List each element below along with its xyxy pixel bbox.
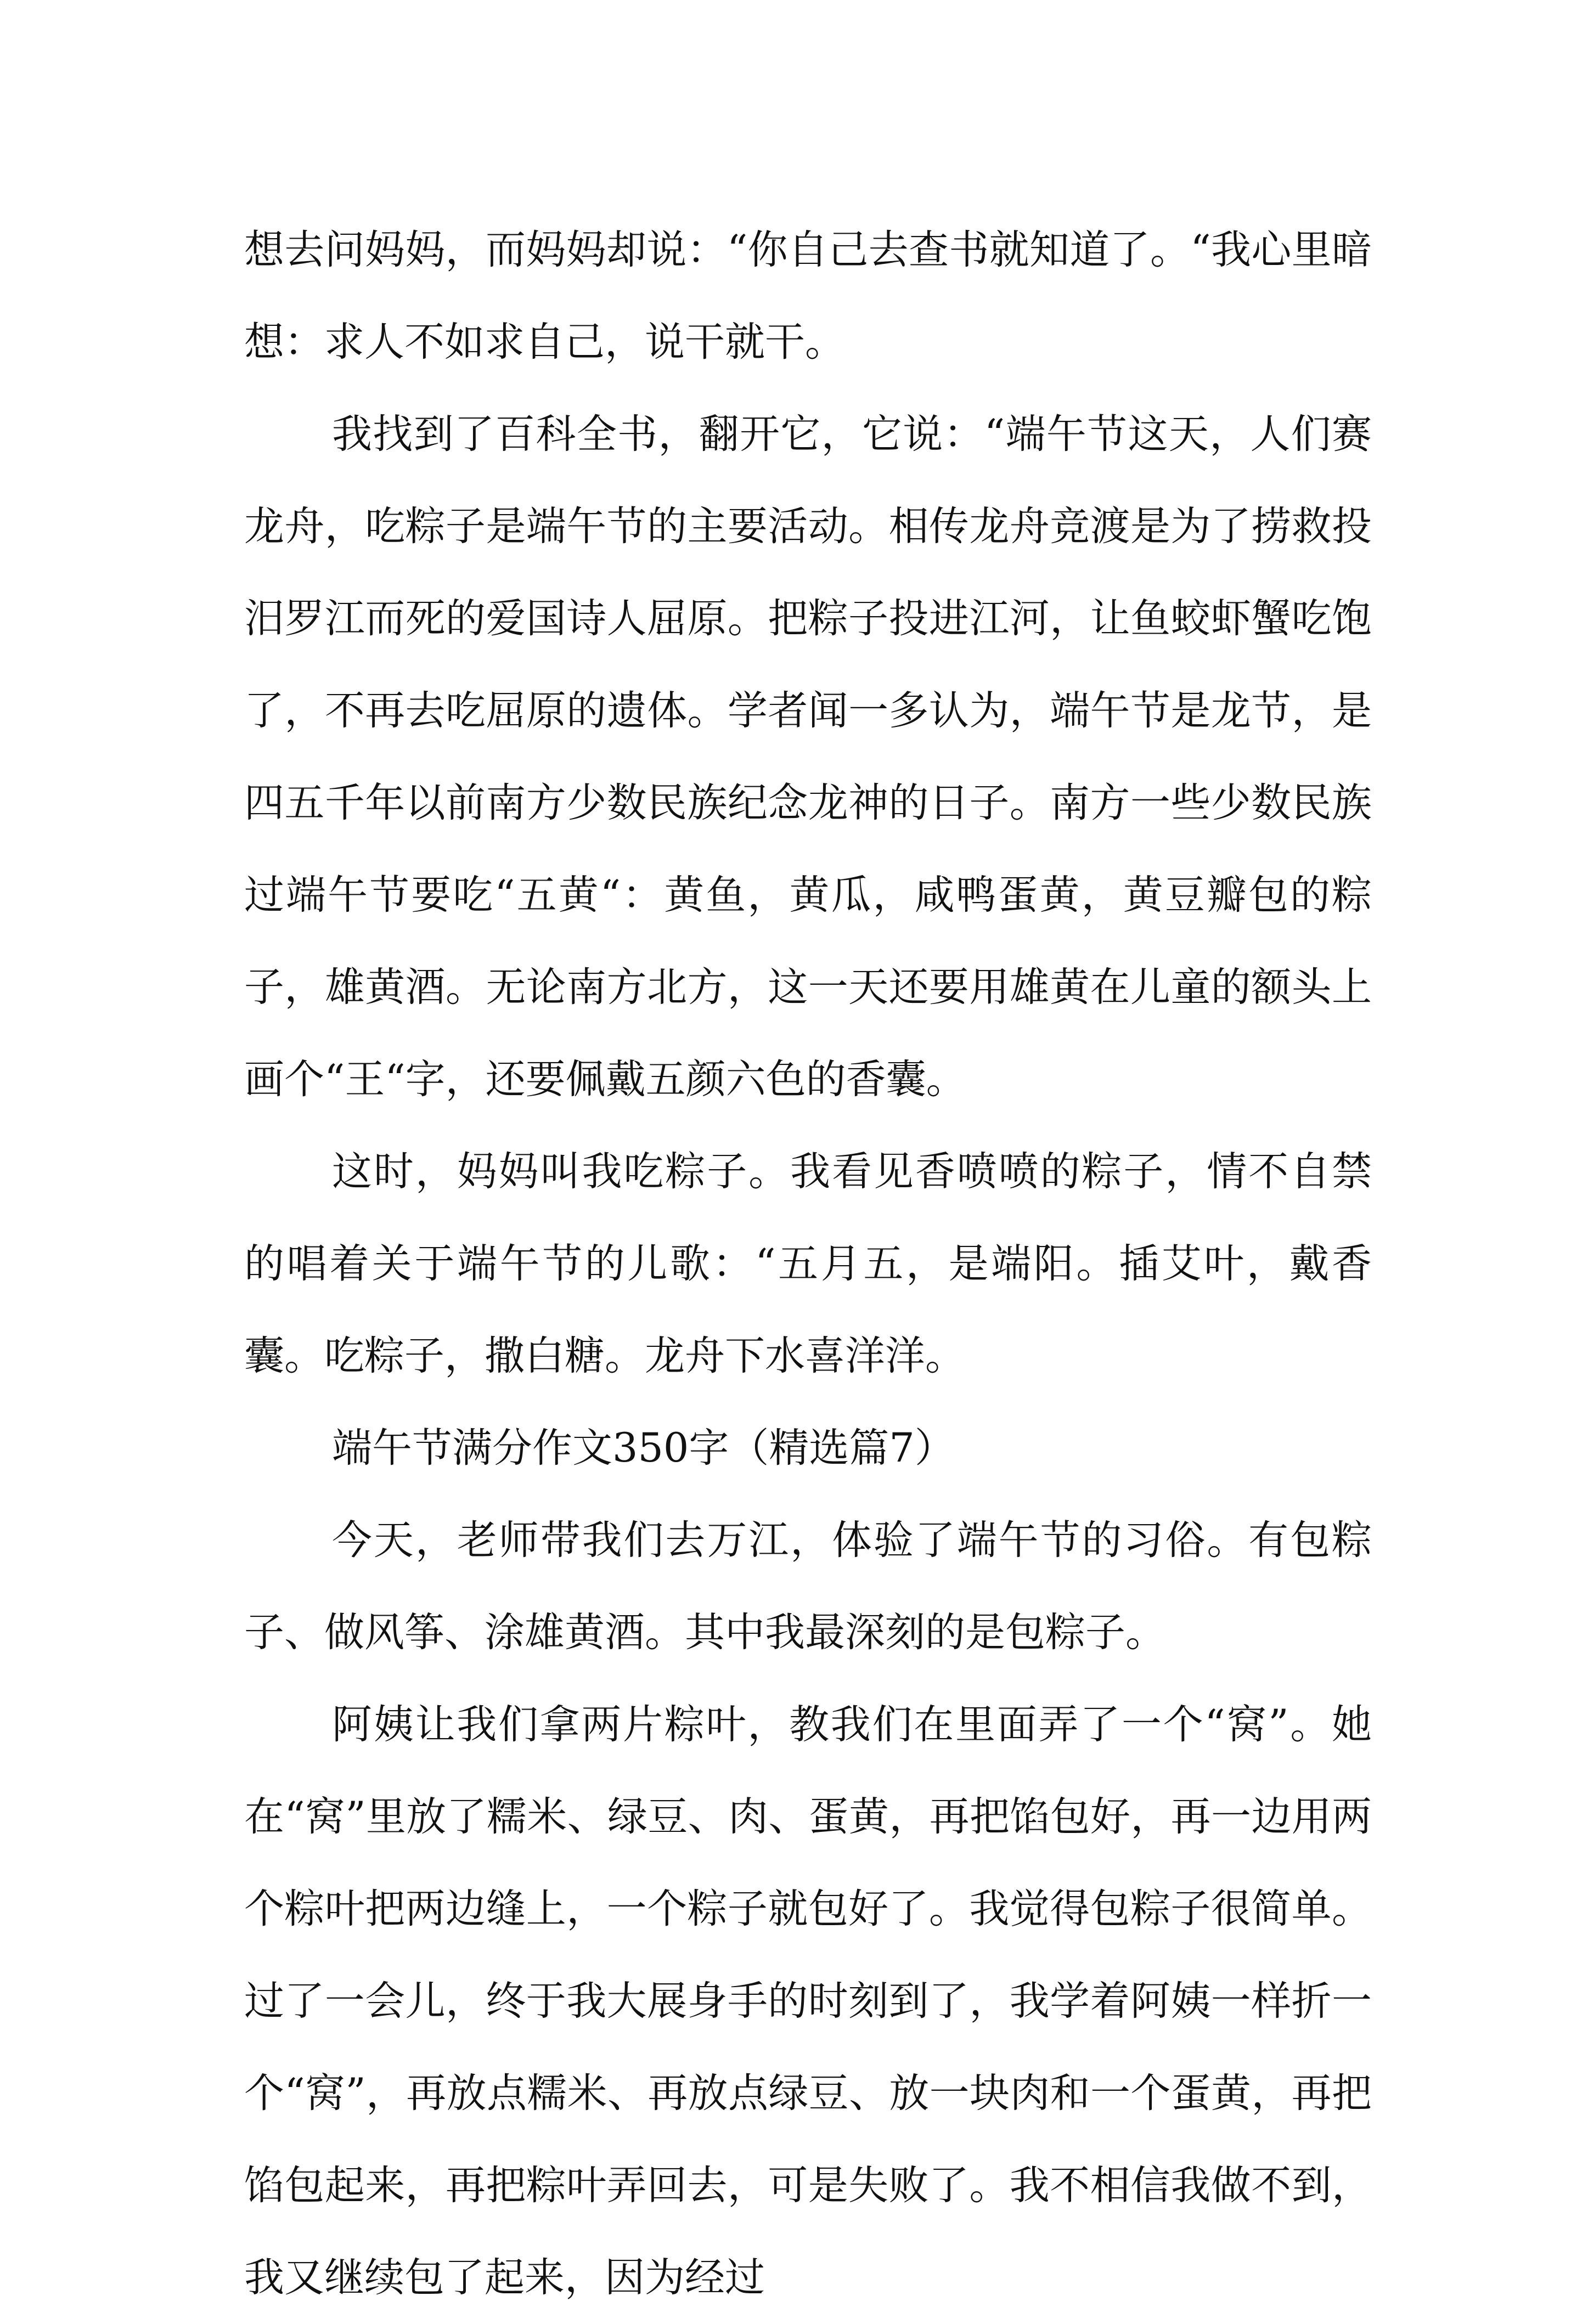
paragraph-1: 想去问妈妈，而妈妈却说：“你自己去查书就知道了。“我心里暗想：求人不如求自己，说干就干。 <box>244 227 1372 365</box>
paragraph-5: 阿姨让我们拿两片粽叶，教我们在里面弄了一个“窝”。她在“窝”里放了糯米、绿豆、肉、蛋黄，再把馅包好，再一边用两个粽叶把两边缝上，一个粽子就包好了。我觉得包粽子很简单。过了一会儿，终于我大展身手的时刻到了，我学着阿姨一样折一个“窝”，再放点糯米、再放点绿豆、放一块肉和一个蛋黄，再把馅包起来，再把粽叶弄回去，可是失败了。我不相信我做不到，我又继续包了起来，因为经过 <box>244 1701 1372 2301</box>
paragraph-4: 今天，老师带我们去万江，体验了端午节的习俗。有包粽子、做风筝、涂雄黄酒。其中我最深刻的是包粽子。 <box>244 1517 1372 1656</box>
paragraph-3: 这时，妈妈叫我吃粽子。我看见香喷喷的粽子，情不自禁的唱着关于端午节的儿歌：“五月五，是端阳。插艾叶，戴香囊。吃粽子，撒白糖。龙舟下水喜洋洋。 <box>244 1148 1372 1379</box>
section-heading: 端午节满分作文350字（精选篇7） <box>332 1425 955 1471</box>
paragraph-2: 我找到了百科全书，翻开它，它说：“端午节这天，人们赛龙舟，吃粽子是端午节的主要活动。相传龙舟竞渡是为了捞救投汨罗江而死的爱国诗人屈原。把粽子投进江河，让鱼蛟虾蟹吃饱了，不再去吃屈原的遗体。学者闻一多认为，端午节是龙节，是四五千年以前南方少数民族纪念龙神的日子。南方一些少数民族过端午节要吃“五黄“：黄鱼，黄瓜，咸鸭蛋黄，黄豆瓣包的粽子，雄黄酒。无论南方北方，这一天还要用雄黄在儿童的额头上画个“王“字，还要佩戴五颜六色的香囊。 <box>244 411 1372 1103</box>
article-body <box>244 204 1372 2324</box>
